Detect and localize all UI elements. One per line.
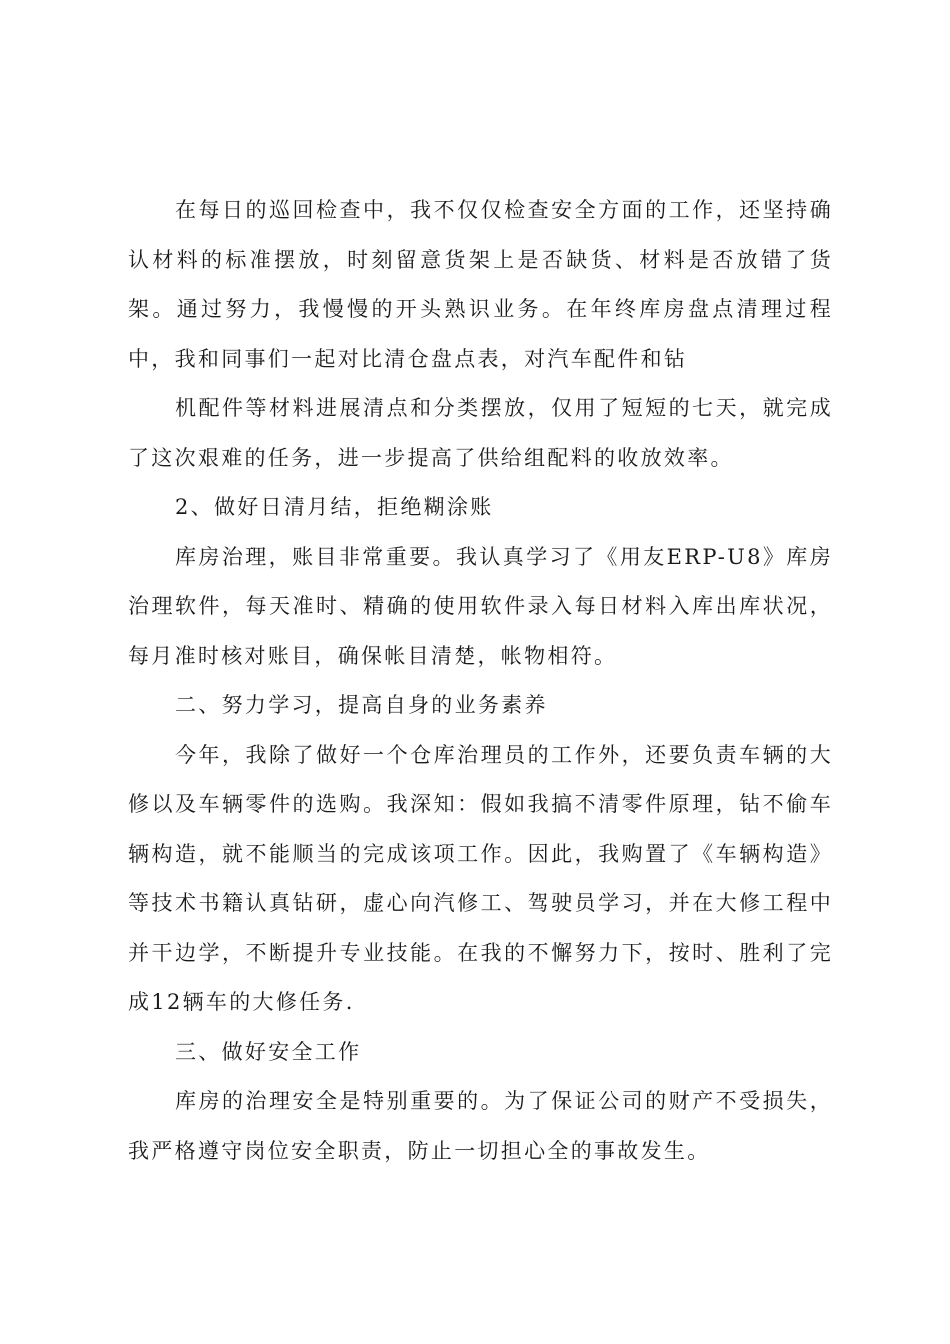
heading-learning: 二、努力学习，提高自身的业务素养 [175,693,548,717]
heading-safety: 三、做好安全工作 [175,1039,362,1064]
paragraph-safety: 库房的治理安全是特别重要的。为了保证公司的财产不受损失，我严格遵守岗位安全职责，防止一切担心全的事故发生。 [128,1089,833,1163]
paragraph-learning: 今年，我除了做好一个仓库治理员的工作外，还要负责车辆的大修以及车辆零件的选购。我深知：假如我搞不清零件原理，钻不偷车辆构造，就不能顺当的完成该项工作。因此，我购置了《车辆构造》等技术书籍认真钻研，虚心向汽修工、驾驶员学习，并在大修工程中并干边学，不断提升专业技能。在我的不懈努力下，按时、胜利了完成12辆车的大修任务. [128,742,833,1014]
heading-daily-accounts: 2、做好日清月结，拒绝糊涂账 [175,495,494,519]
document-body [128,186,833,1176]
paragraph-inventory: 机配件等材料进展清点和分类摆放，仅用了短短的七天，就完成了这次艰难的任务，进一步提高了供给组配料的收放效率。 [128,396,833,470]
paragraph-accounts: 库房治理，账目非常重要。我认真学习了《用友ERP-U8》库房治理软件，每天准时、精确的使用软件录入每日材料入库出库状况，每月准时核对账目，确保帐目清楚，帐物相符。 [128,544,833,668]
paragraph-inspection: 在每日的巡回检查中，我不仅仅检查安全方面的工作，还坚持确认材料的标准摆放，时刻留意货架上是否缺货、材料是否放错了货架。通过努力，我慢慢的开头熟识业务。在年终库房盘点清理过程中，我和同事们一起对比清仓盘点表，对汽车配件和钻 [128,198,833,371]
